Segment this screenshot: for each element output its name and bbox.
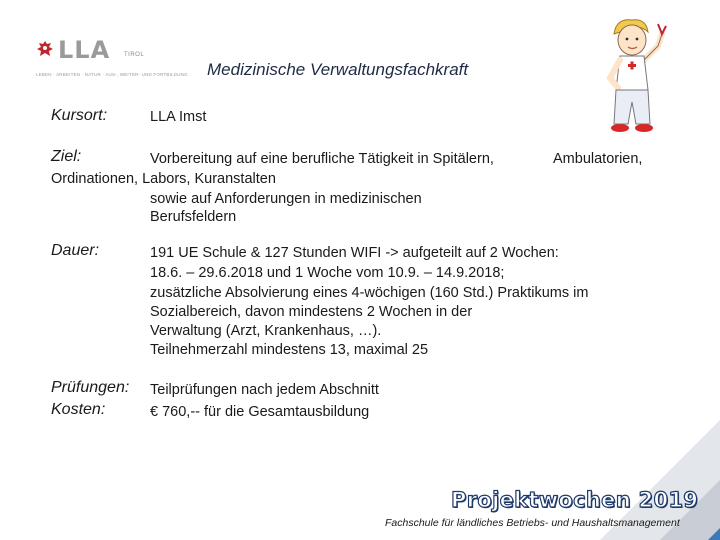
footer-title: Projektwochen 2019 — [451, 488, 699, 512]
lla-logo — [36, 36, 188, 78]
kosten-label: Kosten: — [51, 401, 106, 418]
footer-subtitle: Fachschule für ländliches Betriebs- und Haushaltsmanagement — [385, 517, 680, 529]
pruefungen-value: Teilprüfungen nach jedem Abschnitt — [150, 382, 379, 398]
tirol-eagle-icon — [36, 40, 54, 60]
dauer-line-3: zusätzliche Absolvierung eines 4-wöchigen (160 Std.) Praktikums im — [150, 285, 589, 301]
ziel-line-1-end: Ambulatorien, — [553, 151, 643, 167]
logo-wordmark: LLA — [58, 36, 111, 64]
ziel-line-3: sowie auf Anforderungen in medizinischen — [150, 191, 422, 207]
ziel-label: Ziel: — [51, 148, 82, 165]
page-title: Medizinische Verwaltungsfachkraft — [207, 60, 469, 79]
kosten-value: € 760,-- für die Gesamtausbildung — [150, 404, 370, 420]
dauer-label: Dauer: — [51, 242, 100, 259]
dauer-line-6: Teilnehmerzahl mindestens 13, maximal 25 — [150, 342, 429, 358]
nurse-illustration — [584, 12, 684, 142]
pruefungen-label: Prüfungen: — [51, 379, 130, 396]
logo-tagline: LEBEN · ARBEITEN · NATUR · AUS-, WEITER- UND FORTBILDUNG — [36, 72, 188, 77]
ziel-line-4: Berufsfeldern — [150, 209, 237, 225]
dauer-line-4: Sozialbereich, davon mindestens 2 Wochen in der — [150, 304, 473, 320]
dauer-line-1: 191 UE Schule & 127 Stunden WIFI -> aufgeteilt auf 2 Wochen: — [150, 245, 559, 261]
logo-region: TIROL — [124, 52, 145, 58]
dauer-line-2: 18.6. – 29.6.2018 und 1 Woche vom 10.9. – 14.9.2018; — [150, 265, 505, 281]
ziel-line-2: Ordinationen, Labors, Kuranstalten — [51, 171, 276, 187]
dauer-line-5: Verwaltung (Arzt, Krankenhaus, …). — [150, 323, 382, 339]
ziel-line-1: Vorbereitung auf eine berufliche Tätigkeit in Spitälern, — [150, 151, 494, 167]
kursort-value: LLA Imst — [150, 109, 207, 125]
kursort-label: Kursort: — [51, 107, 108, 124]
